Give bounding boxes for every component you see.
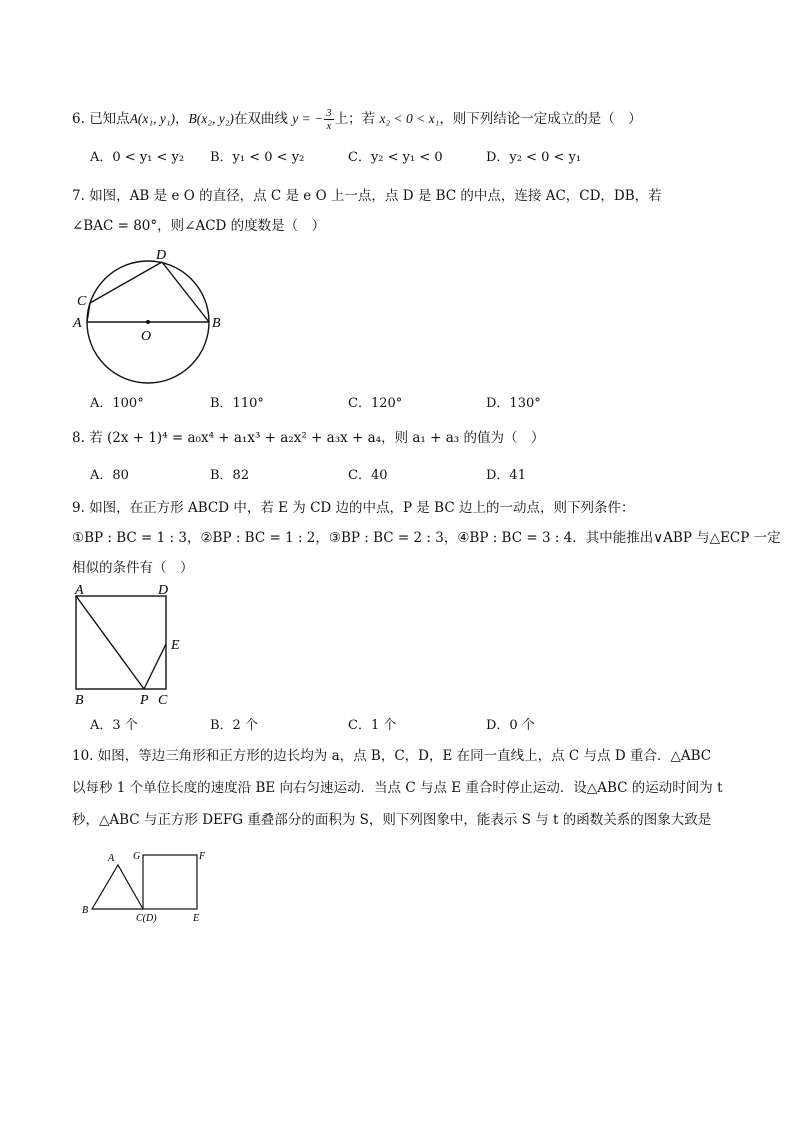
question-10-stem-line3: 秒，△ABC 与正方形 DEFG 重叠部分的面积为 S，则下列图象中，能表示 S 与 t 的函数关系的图象大致是 [72, 812, 712, 828]
question-7-stem-line2: ∠BAC = 80°，则∠ACD 的度数是（ ） [72, 218, 326, 234]
q10-square-defg [143, 855, 197, 909]
question-8-stem: 8. 若 (2x + 1)⁴ = a₀x⁴ + a₁x³ + a₂x² + a₃x + a₄，则 a₁ + a₃ 的值为（ ） [72, 430, 545, 446]
q7-option-c: C．120° [348, 396, 403, 411]
q7-option-b: B．110° [210, 396, 264, 411]
q9-segment-ap [76, 596, 144, 689]
question-10-stem-line2: 以每秒 1 个单位长度的速度沿 BE 向右匀速运动．当点 C 与点 E 重合时停止运动．设△ABC 的运动时间为 t [72, 780, 723, 796]
q7-label-b: B [212, 316, 221, 331]
question-7-stem-line1: 7. 如图，AB 是 e O 的直径，点 C 是 e O 上一点，点 D 是 BC 的中点，连接 AC，CD，DB，若 [72, 188, 662, 204]
q7-circle-figure [70, 245, 230, 395]
question-9-stem-line3: 相似的条件有（ ） [72, 560, 194, 576]
q10-label-e: E [193, 913, 200, 924]
q10-label-cd: C(D) [136, 913, 157, 924]
q9-segment-pe [144, 644, 166, 689]
q7-option-d: D．130° [486, 396, 541, 411]
q9-label-d: D [158, 583, 169, 598]
q10-triangle-abc [92, 865, 143, 909]
q7-label-a: A [73, 316, 82, 331]
q7-chord-db [162, 262, 209, 322]
q6-option-b: B．y₁ < 0 < y₂ [210, 150, 305, 165]
q7-option-a: A．100° [90, 396, 144, 411]
q7-label-c: C [77, 294, 87, 309]
question-10-stem-line1: 10. 如图，等边三角形和正方形的边长均为 a，点 B，C，D，E 在同一直线上，点 C 与点 D 重合．△ABC [72, 748, 712, 764]
q9-label-a: A [75, 583, 84, 598]
q8-option-b: B．82 [210, 468, 250, 483]
q9-label-e: E [171, 638, 180, 653]
hyperbola-fraction: $\frac{3}{x}$ [326, 107, 332, 132]
q10-label-a: A [108, 853, 115, 864]
question-9-stem-line2: ①BP : BC = 1 : 3，②BP : BC = 1 : 2，③BP : BC = 2 : 3，④BP : BC = 3 : 4．其中能推出∨ABP 与△ECP 一定 [72, 530, 781, 546]
q10-label-f: F [199, 851, 206, 862]
q10-triangle-square-figure [80, 845, 220, 930]
q9-label-b: B [75, 693, 84, 708]
q9-option-d: D．0 个 [486, 718, 535, 733]
q6-option-a: A．0 < y₁ < y₂ [90, 150, 185, 165]
q9-label-p: P [140, 693, 149, 708]
q8-option-a: A．80 [90, 468, 129, 483]
q7-label-o: O [141, 329, 152, 344]
q7-center-dot [146, 320, 150, 324]
q8-option-c: C．40 [348, 468, 388, 483]
q9-option-b: B．2 个 [210, 718, 258, 733]
q7-label-d: D [156, 248, 167, 263]
q10-label-b: B [82, 905, 89, 916]
q8-option-d: D．41 [486, 468, 526, 483]
q10-label-g: G [133, 851, 141, 862]
q9-square-abcd [76, 596, 166, 689]
q9-option-c: C．1 个 [348, 718, 397, 733]
question-9-stem-line1: 9. 如图，在正方形 ABCD 中，若 E 为 CD 边的中点，P 是 BC 边上的一动点，则下列条件： [72, 500, 635, 516]
q9-square-figure [70, 584, 190, 714]
q9-label-c: C [158, 693, 168, 708]
q6-option-d: D．y₂ < 0 < y₁ [486, 150, 582, 165]
q9-option-a: A．3 个 [90, 718, 138, 733]
question-6-stem: 6. 已知点A(x₁, y₁)，B(x₂, y₂)在双曲线 y = − $\frac{3}{x}$ 上；若 x₂ < 0 < x₁，则下列结论一定成立的是（ ） [72, 107, 642, 132]
q6-option-c: C．y₂ < y₁ < 0 [348, 150, 443, 165]
